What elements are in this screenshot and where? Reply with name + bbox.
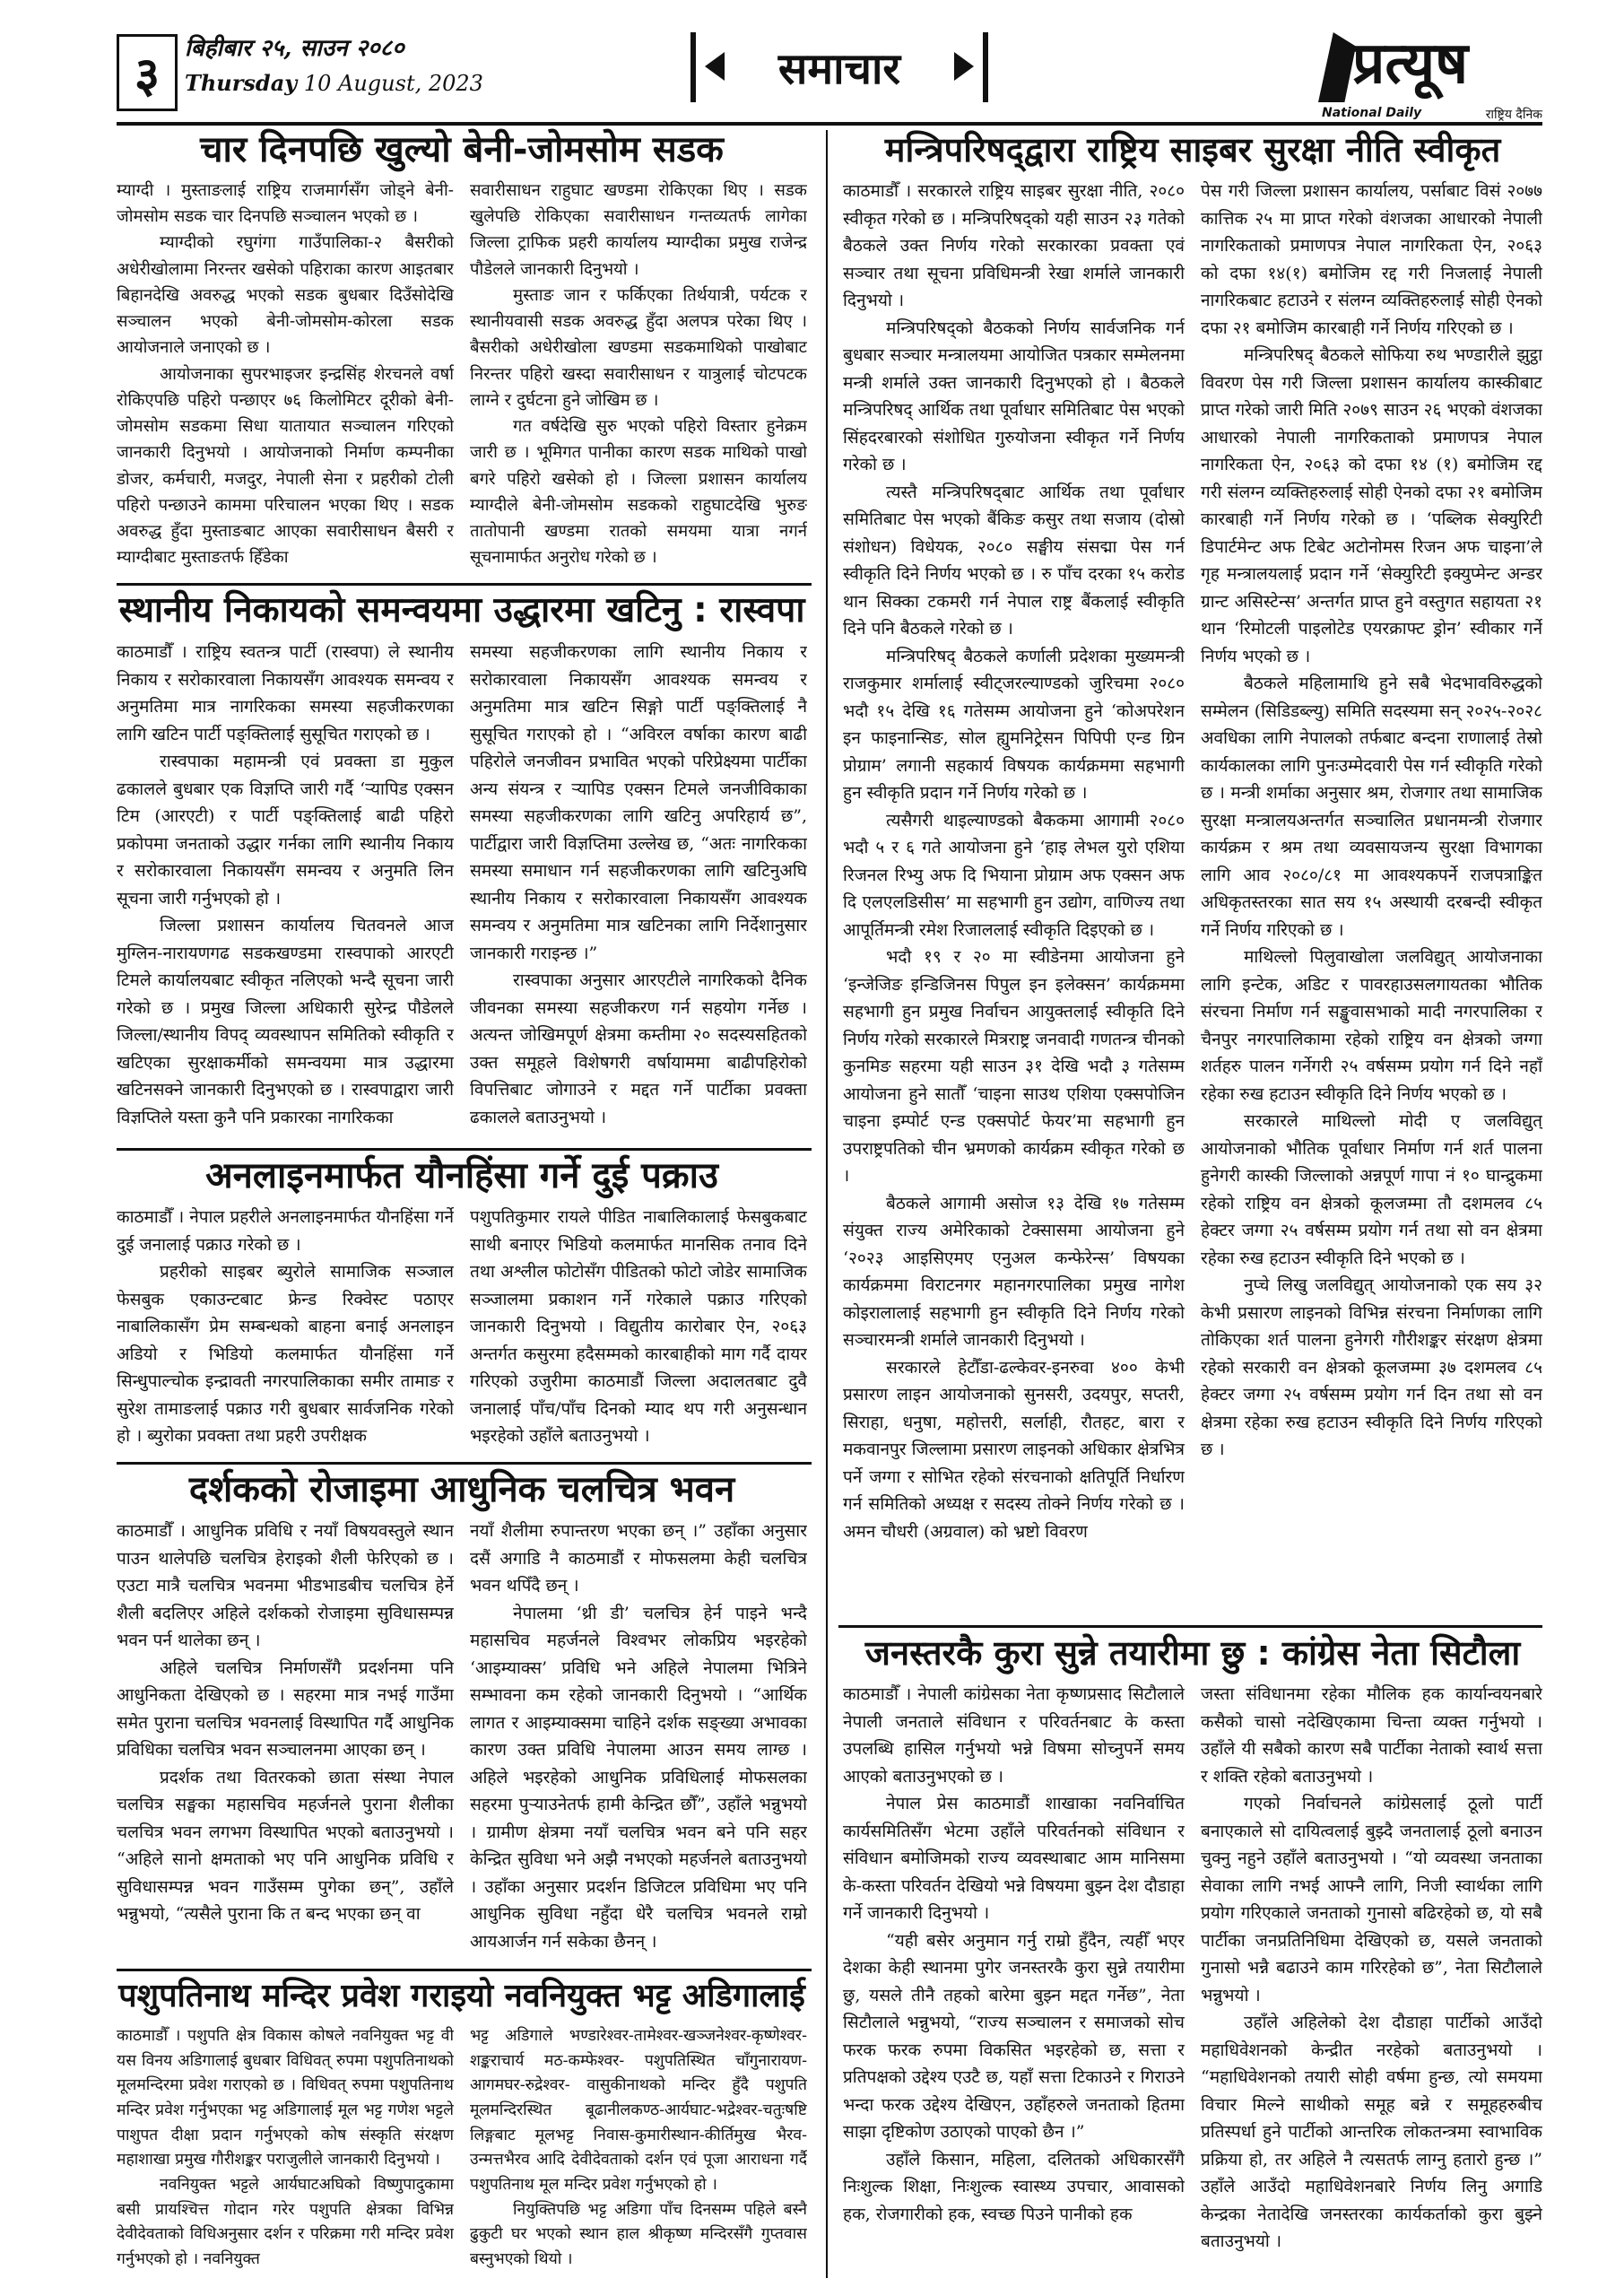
section-banner [690,32,988,102]
headline: पशुपतिनाथ मन्दिर प्रवेश गराइयो नवनियुक्त भट्ट अडिगालाई [118,1978,805,2014]
page-number: ३ [117,34,178,111]
article-column [117,1518,454,1963]
article-abuse [117,1153,807,1458]
article-separator [117,1969,812,1971]
paragraph: काठमाडौँ । सरकारले राष्ट्रिय साइबर सुरक्षा नीति, २०८० स्वीकृत गरेको छ । मन्त्रिपरिषद्को यही साउन २३ गतेको बैठकले उक्त निर्णय गरेको सरकारका प्रवक्ता एवं सञ्चार तथा सूचना प्रविधिमन्त्री रेखा शर्माले जानकारी दिनुभयो । [843,181,1185,310]
paragraph: मुस्ताङ जान र फर्किएका तिर्थयात्री, पर्यटक र स्थानीयवासी सडक अवरुद्ध हुँदा अलपत्र परेका थिए । बैसरीको अधेरीखोला खण्डमा सडकमाथिको पाखोबाट निरन्तर पहिरो खस्दा सवारीसाधन र यात्रुलाई चोटपटक लाग्ने र दुर्घटना हुने जोखिम छ । [470,285,807,410]
paragraph: काठमाडौँ । राष्ट्रिय स्वतन्त्र पार्टी (रास्वपा) ले स्थानीय निकाय र सरोकारवाला निकायसँग आवश्यक समन्वय र अनुमतिमा मात्र नागरिकका समस्या सहजीकरणका लागि खटिन पार्टी पङ्क्तिलाई सुसूचित गराएको छ । [117,642,454,744]
article-cinema [117,1467,807,1965]
article-rsp [117,588,807,1144]
logo-mark-icon [1318,32,1356,102]
paragraph: अहिले चलचित्र निर्माणसँगै प्रदर्शनमा पनि आधुनिकता देखिएको छ । सहरमा मात्र नभई गाउँमा समेत पुराना चलचित्र भवनलाई विस्थापित गर्दै आधुनिक प्रविधिका चलचित्र भवन सञ्चालनमा आएका छन् । [117,1657,454,1760]
date-nepali: बिहीबार २५, साउन २०८० [185,35,404,62]
arrow-left-icon [705,52,725,81]
paragraph: जस्ता संविधानमा रहेका मौलिक हक कार्यान्वयनबारे कसैको चासो नदेखिएकामा चिन्ता व्यक्त गर्नुभयो । उहाँले यी सबैको कारण सबै पार्टीका नेताको स्वार्थ सत्ता र शक्ति रहेको बताउनुभयो । [1201,1684,1542,1787]
headline: दर्शकको रोजाइमा आधुनिक चलचित्र भवन [188,1469,735,1510]
headline: चार दिनपछि खुल्यो बेनी-जोमसोम सडक [200,129,724,170]
paragraph: नेपाल प्रेस काठमाडौं शाखाका नवनिर्वाचित कार्यसमितिसँग भेटमा उहाँले परिवर्तनको संविधान र संविधान बमोजिमको राज्य व्यवस्थाबाट आम मानिसमा के-कस्ता परिवर्तन देखियो भन्ने विषयमा बुझ्न देश दौडाहा गर्ने जानकारी दिनुभयो । [843,1794,1185,1923]
date-day: Thursday [185,70,298,96]
paragraph: भदौ १९ र २० मा स्वीडेनमा आयोजना हुने ‘इन्जेजिङ इन्डिजिनस पिपुल इन इलेक्सन’ कार्यक्रममा सहभागी हुन प्रमुख निर्वाचन आयुक्तलाई स्वीकृति दिने निर्णय गरेको सरकारले मित्रराष्ट्र जनवादी गणतन्त्र चीनको कुनमिङ सहरमा यही साउन ३१ देखि भदौ ३ गतेसम्म आयोजना हुने सातौँ ‘चाइना साउथ एशिया एक्सपोजिन चाइना इम्पोर्ट एन्ड एक्सपोर्ट फेयर’मा सहभागी हुन उपराष्ट्रपतिको चीन भ्रमणको कार्यक्रम स्वीकृत गरेको छ । [843,947,1185,1186]
paragraph: गएको निर्वाचनले कांग्रेसलाई ठूलो पार्टी बनाएकाले सो दायित्वलाई बुझ्दै जनतालाई ठूलो बनाउन चुक्नु नहुने उहाँले बताउनुभयो । “यो व्यवस्था जनताका सेवाका लागि नभई आफ्नै लागि, निजी स्वार्थका लागि प्रयोग गरिएकाले जनताको गुनासो बढिरहेको छ, यो सबै पार्टीका जनप्रतिनिधिमा देखिएको छ, यसले जनताको गुनासो भन्नै बढाउने काम गरिरहेको छ”, नेता सिटौलाले भन्नुभयो । [1201,1794,1542,2005]
headline: अनलाइनमार्फत यौनहिंसा गर्ने दुई पक्राउ [205,1155,718,1196]
paragraph: बैठकले महिलामाथि हुने सबै भेदभावविरुद्धको सम्मेलन (सिडिडब्ल्यु) समिति सदस्यमा सन् २०२५-२०२८ अवधिका लागि नेपालको तर्फबाट बन्दना राणालाई तेस्रो कार्यकालका लागि पुनःउम्मेदवारी पेस गर्न स्वीकृति गरेको छ । मन्त्री शर्माका अनुसार श्रम, रोजगार तथा सामाजिक सुरक्षा मन्त्रालयअन्तर्गत सञ्चालित प्रधानमन्त्री रोजगार कार्यक्रम र श्रम तथा व्यवसायजन्य सुरक्षा विभागका लागि आव २०८०/८१ मा आवश्यकपर्ने राजपत्राङ्कित अधिकृतस्तरका सात सय १५ अस्थायी दरबन्दी स्वीकृत गर्ने निर्णय गरिएको छ । [1201,674,1542,940]
article-column [117,639,454,1143]
headline: मन्त्रिपरिषद्‌द्वारा राष्ट्रिय साइबर सुरक्षा नीति स्वीकृत [884,130,1501,170]
article-congress [843,1631,1542,2278]
header-rule [117,122,1542,126]
paragraph: आयोजनाका सुपरभाइजर इन्द्रसिंह शेरचनले वर्षा रोकिएपछि पहिरो पन्छाएर ७६ किलोमिटर दूरीको बेनी-जोमसोम सडकमा सिधा यातायात सञ्चालन गरिएको जानकारी दिनुभयो । आयोजनाको निर्माण कम्पनीका डोजर, कर्मचारी, मजदुर, नेपाली सेना र प्रहरीको टोली पहिरो पन्छाउने काममा परिचालन भएका थिए । सडक अवरुद्ध हुँदा मुस्ताङबाट आएका सवारीसाधन बैसरी र म्याग्दीबाट मुस्ताङतर्फ हिँडेका [117,364,454,568]
article-column [470,639,807,1143]
paragraph: पशुपतिकुमार रायले पीडित नाबालिकालाई फेसबुकबाट साथी बनाएर भिडियो कलमार्फत मानसिक तनाव दिने तथा अश्लील फोटोसँग पीडितको फोटो जोडेर सामाजिक सञ्जालमा प्रकाशन गर्ने गरेकाले पक्राउ गरिएको जानकारी दिनुभयो । विद्युतीय कारोबार ऐन, २०६३ अन्तर्गत कसुरमा हदैसम्मको कारबाहीको माग गर्दै दायर गरिएको उजुरीमा काठमाडौं जिल्ला अदालतबाट दुवै जनालाई पाँच/पाँच दिनको म्याद थप गरी अनुसन्धान भइरहेको उहाँले बताउनुभयो । [470,1207,807,1446]
logo-tagline-ne: राष्ट्रिय दैनिक [1485,108,1542,122]
article-column [843,178,1185,1619]
article-column [117,2024,454,2277]
article-column [470,1204,807,1457]
column-divider [826,130,828,2278]
date-english [185,70,483,96]
paragraph: नेपालमा ‘थ्री डी’ चलचित्र हेर्न पाइने भन्दै महासचिव महर्जनले विश्वभर लोकप्रिय भइरहेको ‘आइम्याक्स’ प्रविधि भने अहिले नेपालमा भित्रिने सम्भावना कम रहेको जानकारी दिनुभयो । “आर्थिक लागत र आइम्याक्समा चाहिने दर्शक सङ्ख्या अभावका कारण उक्त प्रविधि नेपालमा आउन समय लाग्छ । अहिले भइरहेको आधुनिक प्रविधिलाई मोफसलका सहरमा पुर्‍याउनेतर्फ हामी केन्द्रित छौँ”, उहाँले भन्नुभयो । ग्रामीण क्षेत्रमा नयाँ चलचित्र भवन बने पनि सहर केन्द्रित सुविधा भने अझै नभएको महर्जनले बताउनुभयो । उहाँका अनुसार प्रदर्शन डिजिटल प्रविधिमा भए पनि आधुनिक सुविधा नहुँदा धेरै चलचित्र भवनले राम्रो आयआर्जन गर्न सकेका छैनन् । [470,1603,807,1952]
article-column [470,2024,807,2277]
paragraph: सरकारले हेटौँडा-ढल्केवर-इनरुवा ४०० केभी प्रसारण लाइन आयोजनाको सुनसरी, उदयपुर, सप्तरी, सिराहा, धनुषा, महोत्तरी, सर्लाही, रौतहट, बारा र मकवानपुर जिल्लामा प्रसारण लाइनको अधिकार क्षेत्रभित्र पर्ने जग्गा र सोभित रहेको संरचनाको क्षतिपूर्ति निर्धारण गर्न समितिको अध्यक्ष र सदस्य तोक्ने निर्णय गरेको छ । अमन चौधरी (अग्रवाल) को भ्रष्टो विवरण [843,1357,1185,1542]
article-column [1201,178,1542,1619]
headline: स्थानीय निकायको समन्वयमा उद्धारमा खटिनु : रास्वपा [118,590,805,631]
paragraph: गत वर्षदेखि सुरु भएको पहिरो विस्तार हुनेक्रम जारी छ । भूमिगत पानीका कारण सडक माथिको पाखो बगरे पहिरो खसेको हो । जिल्ला प्रशासन कार्यालय म्याग्दीले बेनी-जोमसोम सडकको राहुघाटदेखि भुरुङ तातोपानी खण्डमा रातको समयमा यात्रा नगर्न सूचनामार्फत अनुरोध गरेको छ । [470,417,807,568]
arrow-right-icon [954,52,974,81]
paragraph: त्यस्तै मन्त्रिपरिषद्‌बाट आर्थिक तथा पूर्वाधार समितिबाट पेस भएको बैंकिङ कसुर तथा सजाय (दोस्रो संशोधन) विधेयक, २०८० सङ्घीय संसद्मा पेस गर्न स्वीकृति दिने निर्णय भएको छ । रु पाँच दरका १५ करोड थान सिक्का टकमरी गर्न नेपाल राष्ट्र बैंकलाई स्वीकृति दिने पनि बैठकले गरेको छ । [843,482,1185,639]
paragraph: सरकारले माथिल्लो मोदी ए जलविद्युत् आयोजनाको भौतिक पूर्वाधार निर्माण गर्न शर्त पालना हुनेगरी कास्की जिल्लाको अन्नपूर्ण गापा नं १० घान्द्रुकमा रहेको राष्ट्रिय वन क्षेत्रको कूलजम्मा तौ दशमलव ८५ हेक्टर जग्गा २५ वर्षसम्म प्रयोग गर्न तथा सो वन क्षेत्रमा रहेका रुख हटाउन स्वीकृति दिने भएको छ । [1201,1111,1542,1268]
paragraph: उहाँले किसान, महिला, दलितको अधिकारसँगै निःशुल्क शिक्षा, निःशुल्क स्वास्थ्य उपचार, आवासको हक, रोजगारीको हक, स्वच्छ पिउने पानीको हक [843,2149,1185,2224]
article-separator [838,1625,1542,1628]
paragraph: प्रदर्शक तथा वितरकको छाता संस्था नेपाल चलचित्र सङ्घका महासचिव महर्जनले पुराना शैलीका चलचित्र भवन लगभग विस्थापित भएको बताउनुभयो । “अहिले सानो क्षमताको भए पनि आधुनिक प्रविधि र सुविधासम्पन्न भवन गाउँसम्म पुगेका छन्”, उहाँले भन्नुभयो, “त्यसैले पुराना कि त बन्द भएका छन् वा [117,1767,454,1924]
headline: जनस्तरकै कुरा सुन्ने तयारीमा छु : कांग्रेस नेता सिटौला [864,1633,1521,1673]
article-column [117,1204,454,1457]
paragraph: नियुक्तिपछि भट्ट अडिगा पाँच दिनसम्म पहिले बस्नै ढुकुटी घर भएको स्थान हाल श्रीकृष्ण मन्दिरसँगै गुप्तवास बस्नुभएको थियो । [470,2200,807,2268]
article-column [843,1681,1185,2276]
paragraph: पेस गरी जिल्ला प्रशासन कार्यालय, पर्साबाट विसं २०७७ कात्तिक २५ मा प्राप्त गरेको वंशजका आधारको नेपाली नागरिकताको प्रमाणपत्र नेपाल नागरिकता ऐन, २०६३ को दफा १४(१) बमोजिम रद्द गरी निजलाई नेपाली नागरिकबाट हटाउने र संलग्न व्यक्तिहरुलाई सोही ऐनको दफा २१ बमोजिम कारबाही गर्ने निर्णय गरिएको छ । [1201,181,1542,338]
paragraph: काठमाडौँ । पशुपति क्षेत्र विकास कोषले नवनियुक्त भट्ट वी यस विनय अडिगालाई बुधबार विधिवत् रुपमा पशुपतिनाथको मूलमन्दिरमा प्रवेश गराएको छ । विधिवत् रुपमा पशुपतिनाथ मन्दिर प्रवेश गर्नुभएका भट्ट अडिगालाई मूल भट्ट गणेश भट्टले पाशुपत दीक्षा प्रदान गर्नुभएको कोष संस्कृति संरक्षण महाशाखा प्रमुख गौरीशङ्कर पराजुलीले जानकारी दिनुभयो । [117,2027,454,2170]
paragraph: जिल्ला प्रशासन कार्यालय चितवनले आज मुग्लिन-नारायणगढ सडकखण्डमा रास्वपाको आरएटी टिमले कार्यालयबाट स्वीकृत नलिएको भन्दै सूचना जारी गरेको छ । प्रमुख जिल्ला अधिकारी सुरेन्द्र पौडेलले जिल्ला/स्थानीय विपद् व्यवस्थापन समितिको स्वीकृति र खटिएका सुरक्षाकर्मीको समन्वयमा मात्र उद्धारमा खटिनसक्ने जानकारी दिनुभएको छ । रास्वपाद्वारा जारी विज्ञप्तिले यस्ता कुनै पनि प्रकारका नागरिकका [117,916,454,1127]
article-separator [117,1148,812,1151]
paragraph: काठमाडौँ । नेपाली कांग्रेसका नेता कृष्णप्रसाद सिटौलाले नेपाली जनताले संविधान र परिवर्तनबाट के कस्ता उपलब्धि हासिल गर्नुभयो भन्ने विषमा सोच्नुपर्ने समय आएको बताउनुभएको छ । [843,1684,1185,1787]
paragraph: “यही बसेर अनुमान गर्नु राम्रो हुँदैन, त्यहीँ भएर देशका केही स्थानमा पुगेर जनस्तरकै कुरा सुन्ने तयारीमा छु, यसले तीनै तहको बारेमा बुझ्न मद्दत गर्नेछ”, नेता सिटौलाले भन्नुभयो, “राज्य सञ्चालन र समाजको सोच फरक फरक रुपमा विकसित भइरहेको छ, सत्ता र प्रतिपक्षको उद्देश्य एउटै छ, यहाँ सत्ता टिकाउने र गिराउने भन्दा फरक उद्देश्य देखिएन, उहाँहरुले जनताको हितमा साझा दृष्टिकोण उठाएको पाएको छैन ।” [843,1930,1185,2142]
article-column [117,178,454,578]
article-cyber [843,127,1542,1621]
paragraph: भट्ट अडिगाले भण्डारेश्वर-तामेश्वर-खञ्जनेश्वर-कृष्णेश्वर-शङ्कराचार्य मठ-कम्फेश्वर- पशुपतिस्थित चाँगुनारायण- आगमघर-रुद्रेश्वर- वासुकीनाथको मन्दिर हुँदै पशुपति मूलमन्दिरस्थित बूढानीलकण्ठ-आर्यघाट-भद्रेश्वर-चतुःषष्टि लिङ्गबाट मूलभट्ट निवास-कुमारीस्थान-कीर्तिमुख भैरव-उन्मत्तभैरव आदि देवीदेवताको दर्शन एवं पूजा आराधना गर्दै पशुपतिनाथ मूल मन्दिर प्रवेश गर्नुभएको हो । [470,2027,807,2194]
paragraph: माथिल्लो पिलुवाखोला जलविद्युत् आयोजनाका लागि इन्टेक, अडिट र पावरहाउसलगायतका भौतिक संरचना निर्माण गर्न सङ्खुवासभाको मादी नगरपालिका र चैनपुर नगरपालिकामा रहेको राष्ट्रिय वन क्षेत्रको जग्गा शर्तहरु पालन गर्नेगरी २५ वर्षसम्म प्रयोग गर्न दिने नहाँ रहेका रुख हटाउन स्वीकृति दिने निर्णय भएको छ । [1201,947,1542,1104]
paragraph: मन्त्रिपरिषद् बैठकले सोफिया रुथ भण्डारीले झुट्ठा विवरण पेस गरी जिल्ला प्रशासन कार्यालय कास्कीबाट प्राप्त गरेको जारी मिति २०७९ साउन २६ भएको वंशजका आधारको नेपाली नागरिकताको प्रमाणपत्र नेपाल नागरिकता ऐन, २०६३ को दफा १४ (१) बमोजिम रद्द गरी संलग्न व्यक्तिहरुलाई सोही ऐनको दफा २१ बमोजिम कारबाही गर्ने निर्णय गरेको छ । ‘पब्लिक सेक्युरिटी डिपार्टमेन्ट अफ टिबेट अटोनोमस रिजन अफ चाइना’ले गृह मन्त्रालयलाई प्रदान गर्ने ‘सेक्युरिटी इक्युप्मेन्ट अन्डर ग्रान्ट असिस्टेन्स’ अन्तर्गत प्राप्त हुने वस्तुगत सहायता २१ थान ‘रिमोटली पाइलोटेड एयरक्राफ्ट ड्रोन’ स्वीकार गर्ने निर्णय भएको छ । [1201,345,1542,666]
date-rest: 10 August, 2023 [303,71,483,96]
newspaper-logo [1318,27,1542,122]
article-pashupati [117,1974,807,2279]
paragraph: उहाँले अहिलेको देश दौडाहा पार्टीको आउँदो महाधिवेशनको केन्द्रीत नरहेको बताउनुभयो । “महाधिवेशनको तयारी सोही वर्षमा हुन्छ, त्यो समयमा विचार मिल्ने साथीको समूह बन्ने र समूहहरुबीच प्रतिस्पर्धा हुने पार्टीको आन्तरिक लोकतन्त्रमा स्वाभाविक प्रक्रिया हो, तर अहिले नै त्यसतर्फ लाग्नु हतारो हुन्छ ।” उहाँले आउँदो महाधिवेशनबारे निर्णय लिनु अगाडि केन्द्रका नेतादेखि जनस्तरका कार्यकर्ताको कुरा बुझ्ने बताउनुभयो । [1201,2013,1542,2251]
article-column [1201,1681,1542,2276]
article-column [470,178,807,578]
article-separator [117,583,812,586]
paragraph: बैठकले आगामी असोज १३ देखि १७ गतेसम्म संयुक्त राज्य अमेरिकाको टेक्सासमा आयोजना हुने ‘२०२३ आइसिएमए एनुअल कन्फेरेन्स’ विषयका कार्यक्रममा विराटनगर महानगरपालिका प्रमुख नागेश कोइरालालाई सहभागी हुन स्वीकृति दिने निर्णय गरेको सञ्चारमन्त्री शर्माले जानकारी दिनुभयो । [843,1193,1185,1350]
paragraph: म्याग्दी । मुस्ताङलाई राष्ट्रिय राजमार्गसँग जोड्ने बेनी-जोमसोम सडक चार दिनपछि सञ्चालन भएको छ । [117,181,454,227]
paragraph: नयाँ शैलीमा रुपान्तरण भएका छन् ।” उहाँका अनुसार दसैं अगाडि नै काठमाडौं र मोफसलमा केही चलचित्र भवन थपिँदै छन् । [470,1521,807,1596]
paragraph: समस्या सहजीकरणका लागि स्थानीय निकाय र सरोकारवाला निकायसँग आवश्यक समन्वय र अनुमतिमा मात्र खटिन सिङ्गो पार्टी पङ्क्तिलाई नै सुसूचित गराएको हो । “अविरल वर्षाका कारण बाढी पहिरोले जनजीवन प्रभावित भएको परिप्रेक्ष्यमा पार्टीका अन्य संयन्त्र र र्‍यापिड एक्सन टिमले जनजीविकाका समस्या सहजीकरणका लागि खटिनु अपरिहार्य छ”, पार्टीद्वारा जारी विज्ञप्तिमा उल्लेख छ, “अतः नागरिकका समस्या समाधान गर्न सहजीकरणका लागि खटिनुअघि स्थानीय निकाय र सरोकारवाला निकायसँग आवश्यक समन्वय र अनुमतिमा मात्र खटिनका लागि निर्देशानुसार जानकारी गराइन्छ ।” [470,642,807,963]
paragraph: प्रहरीको साइबर ब्युरोले सामाजिक सञ्जाल फेसबुक एकाउन्टबाट फ्रेन्ड रिक्वेस्ट पठाएर नाबालिकासँग प्रेम सम्बन्धको बाहना बनाई अनलाइन अडियो र भिडियो कलमार्फत यौनहिंसा गर्ने सिन्धुपाल्चोक इन्द्रावती नगरपालिकाका समीर तामाङ र सुरेश तामाङलाई पक्राउ गरी बुधबार सार्वजनिक गरेको हो । ब्युरोका प्रवक्ता तथा प्रहरी उपरीक्षक [117,1262,454,1446]
paragraph: नुप्चे लिखु जलविद्युत् आयोजनाको एक सय ३२ केभी प्रसारण लाइनको विभिन्न संरचना निर्माणका लागि तोकिएका शर्त पालना हुनेगरी गौरीशङ्कर संरक्षण क्षेत्रमा रहेको सरकारी वन क्षेत्रको कूलजम्मा ३७ दशमलव ८५ हेक्टर जग्गा २५ वर्षसम्म प्रयोग गर्न दिन तथा सो वन क्षेत्रमा रहेका रुख हटाउन स्वीकृति दिने निर्णय गरिएको छ । [1201,1275,1542,1459]
article-column [470,1518,807,1963]
article-road [117,127,807,580]
logo-text: प्रत्यूष [1352,30,1469,97]
paragraph: काठमाडौँ । नेपाल प्रहरीले अनलाइनमार्फत यौनहिंसा गर्ने दुई जनालाई पक्राउ गरेको छ । [117,1207,454,1255]
article-separator [117,1462,812,1465]
paragraph: नवनियुक्त भट्टले आर्यघाटअघिको विष्णुपादुकामा बसी प्रायश्चित्त गोदान गरेर पशुपति क्षेत्रका विभिन्न देवीदेवताको विधिअनुसार दर्शन र परिक्रमा गरी मन्दिर प्रवेश गर्नुभएको हो । नवनियुक्त [117,2175,454,2268]
paragraph: रास्वपाका महामन्त्री एवं प्रवक्ता डा मुकुल ढकालले बुधबार एक विज्ञप्ति जारी गर्दै ‘र्‍यापिड एक्सन टिम (आरएटी) र पार्टी पङ्क्तिलाई बाढी पहिरो प्रकोपमा जनताको उद्धार गर्नका लागि स्थानीय निकाय र सरोकारवाला निकायसँग समन्वय र अनुमति लिन सूचना जारी गर्नुभएको हो । [117,752,454,909]
paragraph: सवारीसाधन राहुघाट खण्डमा रोकिएका थिए । सडक खुलेपछि रोकिएका सवारीसाधन गन्तव्यतर्फ लागेका जिल्ला ट्राफिक प्रहरी कार्यालय म्याग्दीका प्रमुख राजेन्द्र पौडेलले जानकारी दिनुभयो । [470,181,807,279]
section-title: समाचार [777,43,901,94]
paragraph: मन्त्रिपरिषद् बैठकले कर्णाली प्रदेशका मुख्यमन्त्री राजकुमार शर्मालाई स्वीट्जरल्याण्डको जुरिचमा २०८० भदौ १५ देखि १६ गतेसम्म आयोजना हुने ‘कोअपरेशन इन फाइनान्सिङ, सोल ह्युमनिट्रेसन पिपिपी एन्ड ग्रिन प्रोग्राम’ लगानी सहकार्य विषयक कार्यक्रममा सहभागी हुन स्वीकृति प्रदान गर्ने निर्णय गरेको छ । [843,646,1185,803]
paragraph: त्यसैगरी थाइल्याण्डको बैककमा आगामी २०८० भदौ ५ र ६ गते आयोजना हुने ‘हाइ लेभल युरो एशिया रिजनल रिभ्यु अफ दि भियाना प्रोग्राम अफ एक्सन अफ दि एलएलडिसीस’ मा सहभागी हुन उद्योग, वाणिज्य तथा आपूर्तिमन्त्री रमेश रिजाललाई स्वीकृति दिइएको छ । [843,810,1185,940]
paragraph: म्याग्दीको रघुगंगा गाउँपालिका-२ बैसरीको अधेरीखोलामा निरन्तर खसेको पहिराका कारण आइतबार बिहानदेखि अवरुद्ध भएको सडक बुधबार दिउँसोदेखि सञ्चालन भएको बेनी-जोमसोम-कोरला सडक आयोजनाले जनाएको छ । [117,233,454,358]
paragraph: मन्त्रिपरिषद्को बैठकको निर्णय सार्वजनिक गर्न बुधबार सञ्चार मन्त्रालयमा आयोजित पत्रकार सम्मेलनमा मन्त्री शर्माले उक्त जानकारी दिनुभएको हो । बैठकले मन्त्रिपरिषद् आर्थिक तथा पूर्वाधार समितिबाट पेस भएको सिंहदरबारको संशोधित गुरुयोजना स्वीकृत गर्ने निर्णय गरेको छ । [843,317,1185,474]
paragraph: रास्वपाका अनुसार आरएटीले नागरिकको दैनिक जीवनका समस्या सहजीकरण गर्न सहयोग गर्नेछ । अत्यन्त जोखिमपूर्ण क्षेत्रमा कम्तीमा २० सदस्यसहितको उक्त समूहले विशेषगरी वर्षायाममा बाढीपहिरोको विपत्तिबाट जोगाउने र मद्दत गर्ने पार्टीका प्रवक्ता ढकालले बताउनुभयो । [470,970,807,1127]
logo-tagline-en: National Daily [1322,106,1422,120]
paragraph: काठमाडौँ । आधुनिक प्रविधि र नयाँ विषयवस्तुले स्थान पाउन थालेपछि चलचित्र हेराइको शैली फेरिएको छ । एउटा मात्रै चलचित्र भवनमा भीडभाडबीच चलचित्र हेर्ने शैली बदलिएर अहिले दर्शकको रोजाइमा सुविधासम्पन्न भवन पर्न थालेका छन् । [117,1521,454,1650]
